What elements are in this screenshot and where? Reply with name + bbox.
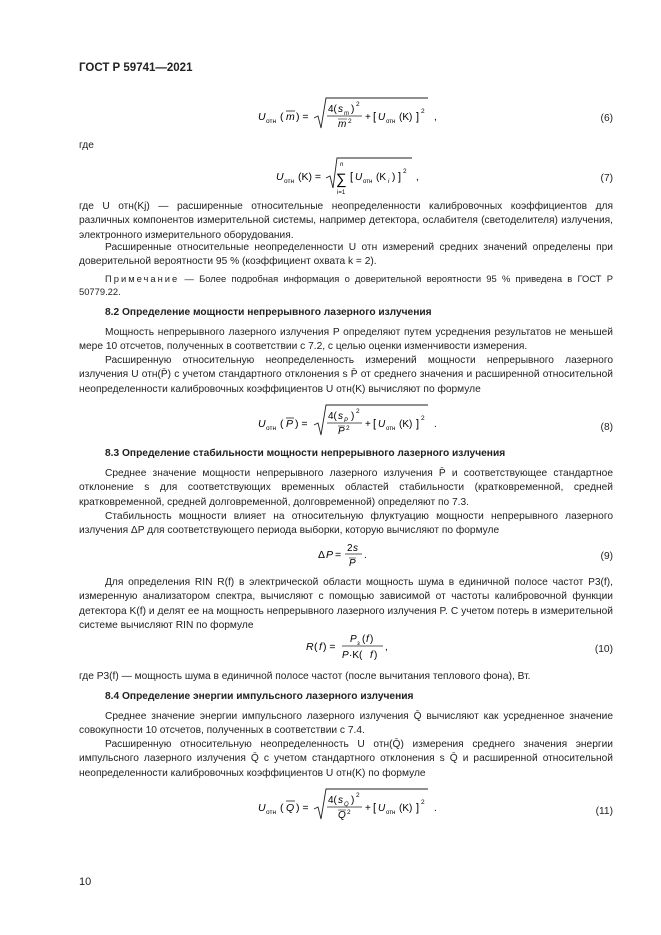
svg-text:отн: отн	[386, 119, 396, 125]
svg-text:) =: ) =	[296, 111, 309, 123]
svg-text:): )	[351, 104, 355, 115]
svg-text:P: P	[349, 558, 356, 569]
formula-7-graphic	[276, 154, 436, 198]
svg-text:(K): (K)	[399, 803, 413, 814]
svg-text:f: f	[319, 641, 322, 653]
svg-text:i: i	[388, 179, 390, 185]
svg-text:U: U	[378, 112, 386, 123]
svg-text:,: ,	[416, 172, 419, 183]
svg-text:]: ]	[398, 171, 402, 183]
paragraph-expanded-uncertainty: Расширенные относительные неопределенности U отн измерений средних значений определены при доверительной вероятности 95 % (коэффициент охвата k = 2).	[79, 242, 613, 268]
svg-text:[: [	[373, 802, 377, 814]
svg-text:отн: отн	[284, 178, 295, 185]
svg-text:4(: 4(	[328, 795, 337, 806]
svg-text:отн: отн	[363, 179, 373, 185]
svg-text:(K) =: (K) =	[298, 171, 322, 183]
svg-text:Δ: Δ	[318, 549, 326, 561]
formula-7	[276, 154, 436, 198]
svg-text:s: s	[353, 543, 358, 554]
svg-text:) =: ) =	[295, 418, 308, 430]
svg-text:]: ]	[416, 802, 420, 814]
paragraph-8-2-a: Мощность непрерывного лазерного излучения P определяют путем усреднения результатов не меньшей мере 10 отсчетов, полученных в соответствии с 7.2, с целью оценки изменчивости измерения.	[79, 327, 613, 353]
formula-10-graphic	[306, 630, 396, 666]
svg-text:s: s	[338, 104, 343, 115]
formula-8-graphic	[258, 403, 448, 443]
svg-text:отн: отн	[266, 809, 277, 816]
svg-text:i=1: i=1	[337, 190, 346, 196]
svg-text:): )	[351, 411, 355, 422]
svg-text:f: f	[370, 650, 373, 661]
formula-6-graphic	[258, 96, 448, 136]
formula-11	[258, 787, 448, 827]
svg-text:2: 2	[421, 108, 425, 115]
formula-8	[258, 403, 448, 443]
svg-text:.: .	[364, 550, 367, 561]
svg-text:Q: Q	[344, 802, 349, 808]
svg-text:U: U	[378, 419, 386, 430]
svg-text:]: ]	[416, 111, 420, 123]
section-heading-8-4: 8.4 Определение энергии импульсного лазерного излучения	[105, 691, 414, 702]
svg-text:.: .	[434, 419, 437, 430]
svg-text:): )	[370, 634, 374, 645]
svg-text:[: [	[373, 418, 377, 430]
svg-text:U: U	[258, 111, 266, 123]
formula-8-number: (8)	[600, 422, 613, 433]
svg-text:+: +	[365, 803, 371, 814]
svg-text:2: 2	[421, 799, 425, 806]
formula-10-number: (10)	[594, 644, 613, 655]
note-text: — Более подробная информация о доверительной вероятности 95 % приведена в ГОСТ Р 50779.22.	[79, 273, 613, 297]
section-heading-8-2: 8.2 Определение мощности непрерывного лазерного излучения	[105, 307, 432, 318]
svg-text:4(: 4(	[328, 411, 337, 422]
svg-text:отн: отн	[266, 118, 277, 125]
svg-text:(K): (K)	[399, 112, 413, 123]
svg-text:2: 2	[347, 809, 351, 816]
svg-text:m: m	[286, 111, 295, 123]
svg-text:U: U	[258, 418, 266, 430]
paragraph-8-3-c: Для определения RIN R(f) в электрической области мощность шума в единичной полосе частот P3(f), измеренную анализатором спектра, вычисляют с помощью зависимой от частоты калибровочной функции детектора K(f) и делят ее на мощность непрерывного лазерного излучения P. С учетом потерь в измерительной системе вычисляют RIN по формуле	[79, 577, 613, 632]
svg-text:f: f	[366, 634, 369, 645]
formula-9-number: (9)	[600, 551, 613, 562]
svg-text:) =: ) =	[323, 641, 336, 653]
svg-text:,: ,	[385, 642, 388, 653]
svg-text:P: P	[286, 418, 294, 430]
svg-text:m: m	[344, 111, 349, 117]
formula-11-graphic	[258, 787, 448, 827]
svg-text:(: (	[314, 641, 318, 653]
svg-text:(: (	[362, 634, 366, 645]
svg-text:R: R	[306, 641, 314, 653]
svg-text:·K(: ·K(	[349, 650, 363, 661]
paragraph-8-3-a: Среднее значение мощности непрерывного лазерного излучения P̄ и соответствующее стандартное отклонение s для соответствующих временных областей стабильности (кратковременной, средней кратковременной, средней долговременной, долговременной) определяют по 7.3.	[79, 468, 613, 508]
svg-text:,: ,	[434, 112, 437, 123]
svg-text:[: [	[373, 111, 377, 123]
svg-text:s: s	[338, 411, 343, 422]
svg-text:2: 2	[403, 168, 407, 175]
svg-text:(: (	[280, 802, 284, 814]
svg-text:(K: (K	[376, 172, 386, 183]
document-header: ГОСТ Р 59741—2021	[79, 62, 193, 74]
paragraph-8-3-b: Стабильность мощности влияет на относительную флуктуацию мощности непрерывного лазерного излучения ΔP для соответствующего периода выборки, которую вычисляют по формуле	[79, 511, 613, 537]
svg-text:P: P	[326, 549, 334, 561]
svg-text:отн: отн	[266, 425, 277, 432]
svg-text:=: =	[335, 549, 342, 561]
page-number: 10	[79, 876, 92, 888]
svg-text:U: U	[258, 802, 266, 814]
svg-text:2: 2	[356, 792, 360, 799]
svg-text:): )	[374, 650, 378, 661]
svg-text:+: +	[365, 112, 371, 123]
svg-text:(K): (K)	[399, 419, 413, 430]
svg-text:2: 2	[421, 415, 425, 422]
paragraph-8-2-b: Расширенную относительную неопределенность измерений мощности непрерывного лазерного излучения U отн(P̄) с учетом стандартного отклонения s P̄ от среднего значения и расширенной относительной неопределенности калибровочных коэффициентов U отн(K) вычисляют по формуле	[79, 355, 613, 395]
formula-9-graphic	[318, 540, 378, 572]
svg-text:2: 2	[356, 408, 360, 415]
svg-text:отн: отн	[386, 426, 396, 432]
svg-text:P: P	[350, 634, 357, 645]
paragraph-8-3-d: где P3(f) — мощность шума в единичной полосе частот (после вычитания теплового фона), Вт.	[79, 671, 531, 682]
svg-text:]: ]	[416, 418, 420, 430]
svg-text:2: 2	[346, 425, 350, 432]
svg-text:P: P	[342, 650, 349, 661]
formula-6-number: (6)	[600, 113, 613, 124]
formula-9	[318, 540, 378, 572]
svg-text:): )	[351, 795, 355, 806]
svg-text:з: з	[357, 641, 360, 647]
note	[79, 272, 613, 298]
formula-10	[306, 630, 396, 666]
svg-text:(: (	[280, 418, 284, 430]
svg-text:4(: 4(	[328, 104, 337, 115]
svg-text:Q: Q	[286, 802, 295, 814]
formula-11-number: (11)	[595, 806, 613, 817]
formula-7-number: (7)	[600, 173, 613, 184]
svg-text:): )	[392, 172, 396, 183]
paragraph-8-4-b: Расширенную относительную неопределенность U отн(Q̄) измерения среднего значения энергии импульсного лазерного излучения Q̄ с учетом стандартного отклонения s Q̄ и расширенной относительной неопределенности калибровочных коэффициентов U отн(K) по формуле	[79, 739, 613, 779]
svg-text:m: m	[338, 119, 347, 130]
svg-text:) =: ) =	[296, 802, 309, 814]
svg-text:U: U	[355, 172, 363, 183]
svg-text:2: 2	[347, 543, 353, 554]
svg-text:[: [	[350, 171, 354, 183]
paragraph-8-4-a: Среднее значение энергии импульсного лазерного излучения Q̄ вычисляют как усредненное значение совокупности 10 отсчетов, полученных в соответствии с 7.4.	[79, 711, 613, 737]
svg-text:s: s	[338, 795, 343, 806]
svg-text:2: 2	[356, 101, 360, 108]
paragraph-where-definition: где U отн(Kj) — расширенные относительные неопределенности калибровочных коэффициентов для различных компонентов измерительной системы, например детектора, ослабителя (светоделителя) излучения, электронного измерительного оборудования.	[79, 201, 613, 241]
where-label: где	[79, 140, 94, 151]
svg-text:2: 2	[348, 118, 352, 125]
svg-text:U: U	[276, 171, 284, 183]
svg-text:U: U	[378, 803, 386, 814]
svg-text:+: +	[365, 419, 371, 430]
formula-6	[258, 96, 448, 136]
note-label: Примечание	[105, 273, 180, 284]
svg-text:(: (	[280, 111, 284, 123]
svg-text:.: .	[434, 803, 437, 814]
svg-text:∑: ∑	[336, 171, 347, 188]
section-heading-8-3: 8.3 Определение стабильности мощности непрерывного лазерного излучения	[105, 448, 506, 459]
svg-text:отн: отн	[386, 810, 396, 816]
svg-text:P: P	[338, 426, 345, 437]
svg-text:Q: Q	[338, 810, 346, 821]
svg-text:P: P	[344, 418, 349, 424]
svg-text:n: n	[340, 162, 344, 168]
